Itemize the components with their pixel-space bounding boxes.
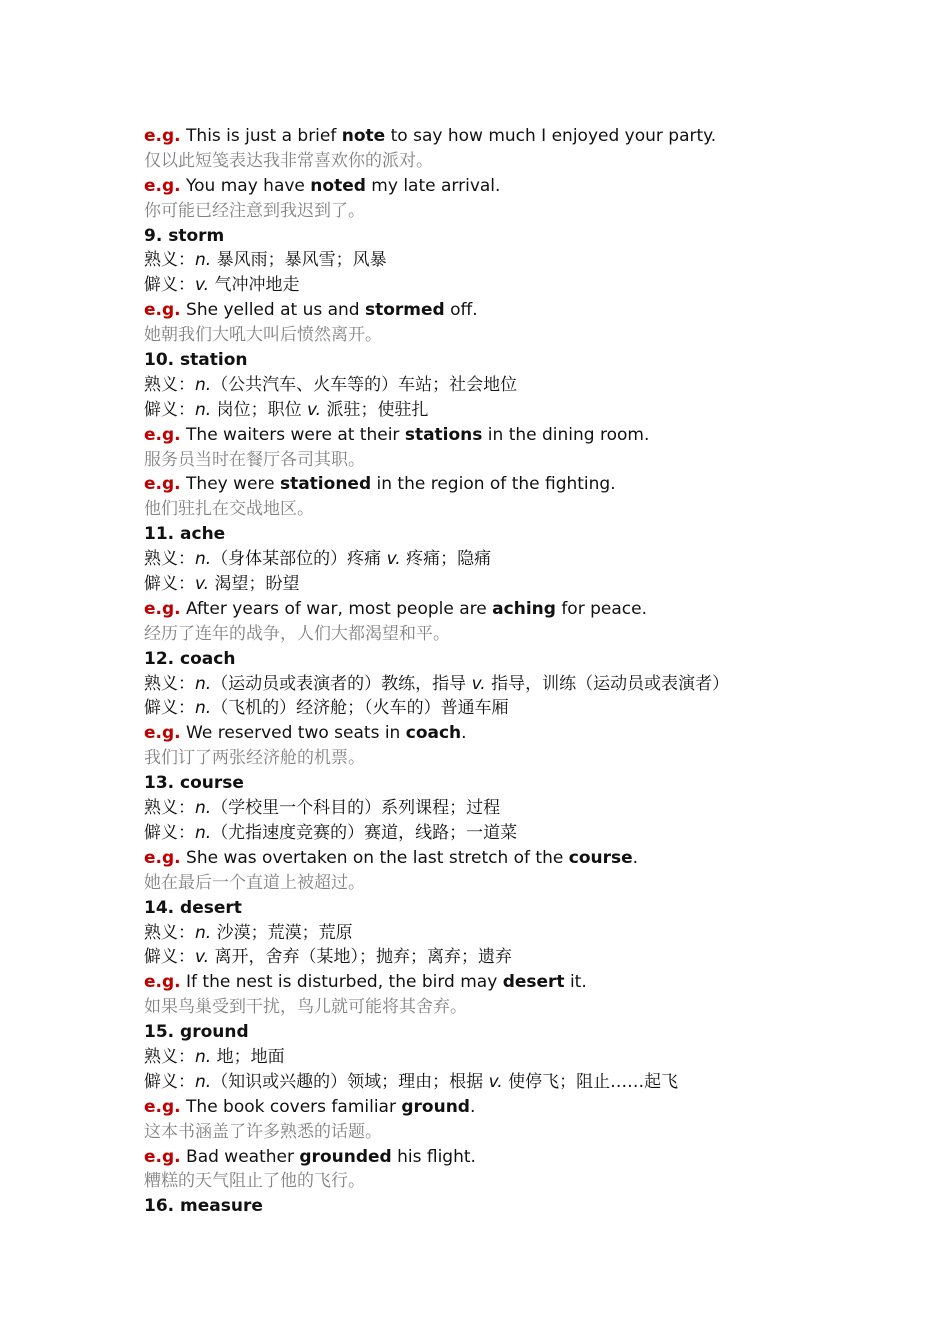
text-segment: in the region of the fighting. [371, 474, 616, 495]
text-segment: off. [444, 300, 478, 321]
text-segment: 气冲冲地走 [209, 275, 300, 296]
text-segment: 服务员当时在餐厅各司其职。 [144, 449, 365, 470]
text-segment: After years of war, most people are [186, 598, 493, 619]
text-segment: 地；地面 [211, 1046, 285, 1067]
text-segment: 12. coach [144, 648, 236, 669]
translation-line [144, 323, 844, 348]
text-segment: She yelled at us and [186, 300, 365, 321]
text-segment: 这本书涵盖了许多熟悉的话题。 [144, 1121, 382, 1142]
text-segment: 10. station [144, 350, 248, 371]
text-segment: 暴风雨；暴风雪；风暴 [211, 250, 387, 271]
eg-label: e.g. [144, 300, 181, 321]
definition-line [144, 696, 844, 721]
text-segment: （学校里一个科目的）系列课程；过程 [211, 798, 501, 819]
definition-line [144, 921, 844, 946]
keyword: stormed [365, 300, 445, 321]
text-segment: 熟义： [144, 673, 195, 694]
keyword: note [341, 126, 386, 146]
translation-line [144, 1169, 844, 1194]
text-segment: 我们订了两张经济舱的机票。 [144, 748, 365, 769]
example-sentence [144, 423, 844, 448]
example-sentence [144, 298, 844, 323]
text-segment: 她在最后一个直道上被超过。 [144, 872, 365, 893]
text-segment: 僻义： [144, 275, 195, 296]
entry-heading [144, 647, 844, 672]
text-segment: （身体某部位的）疼痛 [211, 549, 387, 570]
text-segment: 熟义： [144, 922, 195, 943]
definition-line [144, 273, 844, 298]
text-segment: for peace. [555, 598, 647, 619]
text-segment: 14. desert [144, 897, 242, 918]
definition-line [144, 572, 844, 597]
definition-line [144, 672, 844, 697]
eg-label: e.g. [144, 474, 181, 495]
text-segment: 熟义： [144, 1046, 195, 1067]
text-segment: （尤指速度竞赛的）赛道，线路；一道菜 [211, 822, 518, 843]
translation-line [144, 199, 844, 224]
definition-line [144, 796, 844, 821]
translation-line [144, 448, 844, 473]
eg-label: e.g. [144, 1096, 181, 1117]
example-sentence [144, 472, 844, 497]
part-of-speech: n. [195, 250, 212, 271]
translation-line [144, 746, 844, 771]
part-of-speech: v. [195, 947, 210, 968]
part-of-speech: v. [471, 673, 486, 694]
translation-line [144, 1120, 844, 1145]
keyword: course [568, 847, 633, 868]
text-segment: 僻义： [144, 698, 195, 719]
document-body [144, 124, 844, 1219]
definition-line [144, 1045, 844, 1070]
eg-label: e.g. [144, 126, 181, 146]
text-segment: in the dining room. [482, 424, 650, 445]
text-segment: （知识或兴趣的）领域；理由；根据 [211, 1071, 489, 1092]
text-segment: 沙漠；荒漠；荒原 [211, 922, 353, 943]
text-segment: 僻义： [144, 822, 195, 843]
text-segment: 熟义： [144, 798, 195, 819]
text-segment: She was overtaken on the last stretch of the [186, 847, 569, 868]
eg-label: e.g. [144, 847, 181, 868]
translation-line [144, 871, 844, 896]
example-sentence [144, 1145, 844, 1170]
text-segment: his flight. [391, 1146, 476, 1167]
example-sentence [144, 124, 844, 149]
part-of-speech: n. [195, 374, 212, 395]
text-segment: 15. ground [144, 1022, 249, 1043]
text-segment: 使停飞；阻止……起飞 [502, 1071, 679, 1092]
example-sentence [144, 846, 844, 871]
text-segment: We reserved two seats in [186, 723, 406, 744]
text-segment: 仅以此短笺表达我非常喜欢你的派对。 [144, 150, 433, 171]
part-of-speech: n. [195, 1046, 212, 1067]
keyword: coach [405, 723, 462, 744]
part-of-speech: n. [195, 822, 212, 843]
example-sentence [144, 970, 844, 995]
text-segment: You may have [186, 175, 311, 196]
eg-label: e.g. [144, 175, 181, 196]
translation-line [144, 995, 844, 1020]
entry-heading [144, 348, 844, 373]
translation-line [144, 149, 844, 174]
translation-line [144, 622, 844, 647]
text-segment: The book covers familiar [186, 1096, 402, 1117]
text-segment: 熟义： [144, 250, 195, 271]
text-segment: Bad weather [186, 1146, 300, 1167]
text-segment: 他们驻扎在交战地区。 [144, 499, 314, 520]
text-segment: 疼痛；隐痛 [400, 549, 492, 570]
part-of-speech: n. [195, 1071, 212, 1092]
part-of-speech: v. [488, 1071, 503, 1092]
text-segment: . [469, 1096, 476, 1117]
text-segment: 僻义： [144, 947, 195, 968]
text-segment: 僻义： [144, 1071, 195, 1092]
eg-label: e.g. [144, 424, 181, 445]
definition-line [144, 821, 844, 846]
text-segment: 离开，舍弃（某地）；抛弃；离弃；遗弃 [209, 947, 512, 968]
translation-line [144, 497, 844, 522]
text-segment: my late arrival. [365, 175, 501, 196]
text-segment: If the nest is disturbed, the bird may [186, 972, 503, 993]
entry-heading [144, 1194, 844, 1219]
entry-heading [144, 771, 844, 796]
text-segment: 熟义： [144, 374, 195, 395]
keyword: aching [492, 598, 556, 619]
text-segment: 僻义： [144, 574, 195, 595]
keyword: grounded [299, 1146, 392, 1167]
definition-line [144, 1070, 844, 1095]
eg-label: e.g. [144, 598, 181, 619]
part-of-speech: v. [195, 574, 210, 595]
part-of-speech: v. [307, 399, 322, 420]
text-segment: 16. measure [144, 1196, 263, 1217]
keyword: noted [310, 175, 366, 196]
part-of-speech: n. [195, 399, 212, 420]
text-segment: The waiters were at their [186, 424, 405, 445]
text-segment: 渴望；盼望 [209, 574, 300, 595]
entry-heading [144, 1020, 844, 1045]
text-segment: 她朝我们大吼大叫后愤然离开。 [144, 325, 382, 346]
text-segment: to say how much I enjoyed your party. [385, 126, 717, 146]
text-segment: （公共汽车、火车等的）车站；社会地位 [211, 374, 518, 395]
text-segment: . [461, 723, 467, 744]
example-sentence [144, 597, 844, 622]
text-segment: 僻义： [144, 399, 195, 420]
entry-heading [144, 224, 844, 249]
part-of-speech: n. [195, 698, 212, 719]
keyword: ground [401, 1096, 470, 1117]
text-segment: 岗位；职位 [211, 399, 307, 420]
text-segment: 11. ache [144, 524, 226, 545]
keyword: stations [404, 424, 483, 445]
keyword: desert [502, 972, 565, 993]
text-segment: 你可能已经注意到我迟到了。 [144, 200, 365, 221]
keyword: stationed [279, 474, 372, 495]
text-segment: 经历了连年的战争，人们大都渴望和平。 [144, 623, 450, 644]
part-of-speech: n. [195, 673, 212, 694]
text-segment: 指导，训练（运动员或表演者） [485, 673, 730, 694]
part-of-speech: n. [195, 549, 212, 570]
text-segment: （运动员或表演者的）教练，指导 [211, 673, 472, 694]
text-segment: . [632, 847, 639, 868]
entry-heading [144, 522, 844, 547]
definition-line [144, 398, 844, 423]
text-segment: （飞机的）经济舱；（火车的）普通车厢 [211, 698, 509, 719]
entry-heading [144, 896, 844, 921]
eg-label: e.g. [144, 1146, 181, 1167]
part-of-speech: v. [195, 275, 210, 296]
text-segment: it. [564, 972, 587, 993]
text-segment: 熟义： [144, 549, 195, 570]
text-segment: 13. course [144, 773, 244, 794]
example-sentence [144, 174, 844, 199]
definition-line [144, 373, 844, 398]
text-segment: 糟糕的天气阻止了他的飞行。 [144, 1171, 365, 1192]
definition-line [144, 945, 844, 970]
text-segment: They were [186, 474, 280, 495]
eg-label: e.g. [144, 972, 181, 993]
example-sentence [144, 1095, 844, 1120]
eg-label: e.g. [144, 723, 181, 744]
text-segment: 如果鸟巢受到干扰，鸟儿就可能将其舍弃。 [144, 997, 467, 1018]
text-segment: This is just a brief [186, 126, 342, 146]
part-of-speech: n. [195, 798, 212, 819]
definition-line [144, 248, 844, 273]
part-of-speech: v. [386, 549, 401, 570]
text-segment: 9. storm [144, 225, 225, 246]
text-segment: 派驻；使驻扎 [321, 399, 429, 420]
example-sentence [144, 721, 844, 746]
part-of-speech: n. [195, 922, 212, 943]
definition-line [144, 547, 844, 572]
